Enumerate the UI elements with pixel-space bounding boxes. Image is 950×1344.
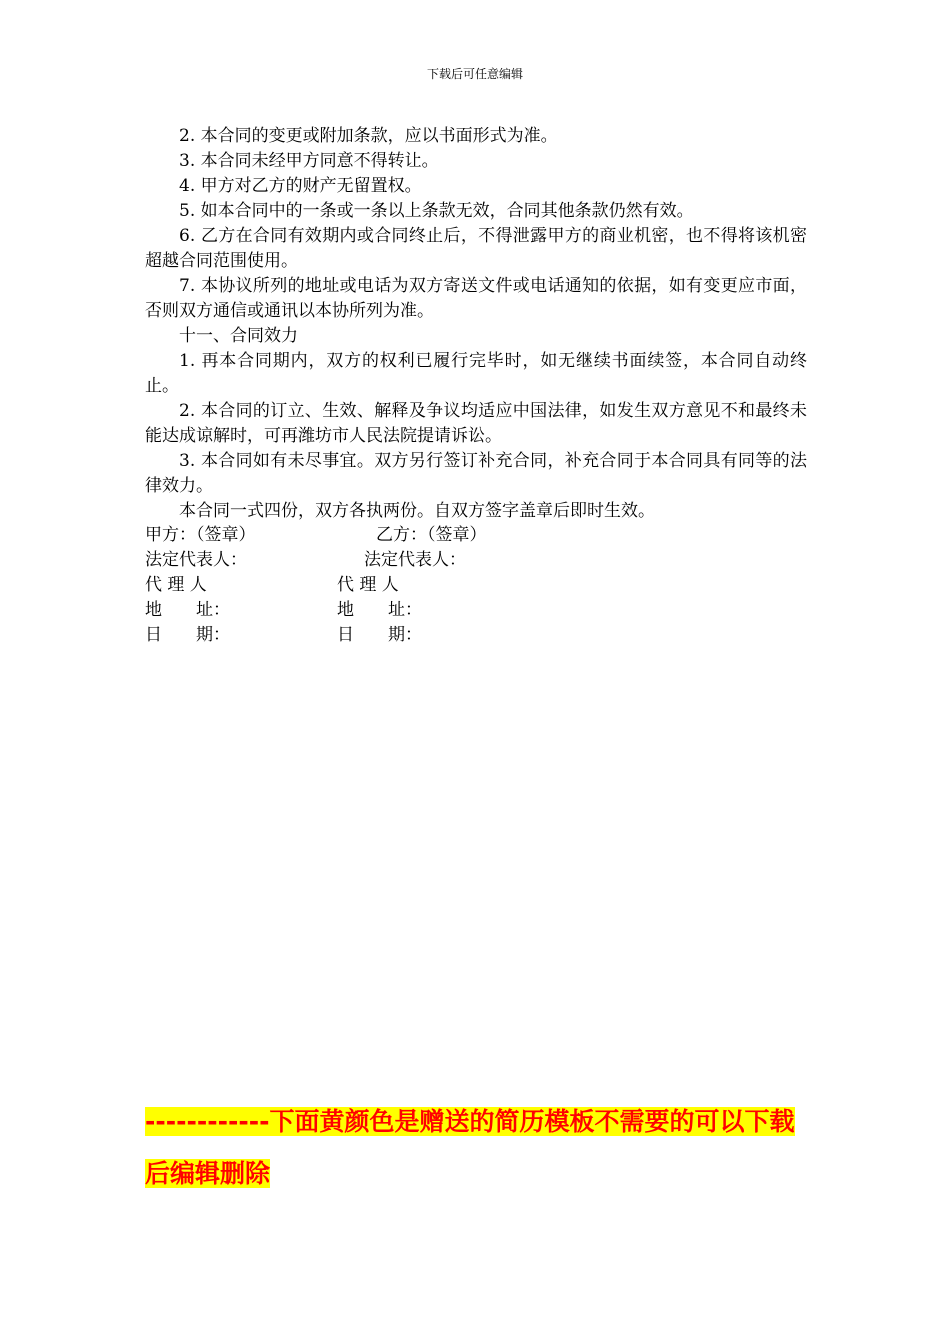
party-b-sign-label: 乙方：（签章） [376,525,487,545]
party-a-signature-block [145,523,256,648]
resume-template-banner [145,1096,807,1200]
banner-highlight-text: ------------下面黄颜色是赠送的简历模板不需要的可以下载后编辑删除 [145,1107,795,1188]
party-b-agent-label: 代 理 人 [337,575,399,595]
section-heading: 十一、合同效力 [179,326,298,346]
party-a-rep-label: 法定代表人： [145,550,247,570]
clause-paragraph: 4. 甲方对乙方的财产无留置权。 [179,176,422,196]
clause-paragraph: 2. 本合同的订立、生效、解释及争议均适应中国法律，如发生双方意见不和最终未能达成谅解时，可再潍坊市人民法院提请诉讼。 [145,401,807,446]
clause-paragraph: 3. 本合同如有未尽事宜。双方另行签订补充合同，补充合同于本合同具有同等的法律效力。 [145,451,807,496]
clause-paragraph: 5. 如本合同中的一条或一条以上条款无效，合同其他条款仍然有效。 [179,201,694,221]
party-b-date-label: 日 期： [337,625,422,645]
party-a-sign-label: 甲方：（签章） [145,525,256,545]
closing-paragraph: 本合同一式四份，双方各执两份。自双方签字盖章后即时生效。 [179,501,655,521]
clause-paragraph: 7. 本协议所列的地址或电话为双方寄送文件或电话通知的依据，如有变更应市面，否则双方通信或通讯以本协所列为准。 [145,276,807,321]
page-header-note: 下载后可任意编辑 [426,67,523,81]
clause-paragraph: 3. 本合同未经甲方同意不得转让。 [179,151,439,171]
clause-paragraph: 1. 再本合同期内，双方的权利已履行完毕时，如无继续书面续签，本合同自动终止。 [145,351,807,396]
clause-paragraph: 2. 本合同的变更或附加条款，应以书面形式为准。 [179,126,558,146]
party-a-address-label: 地 址： [145,600,230,620]
party-b-rep-label: 法定代表人： [364,550,466,570]
party-a-agent-label: 代 理 人 [145,575,207,595]
party-b-address-label: 地 址： [337,600,422,620]
party-a-date-label: 日 期： [145,625,230,645]
clause-paragraph: 6. 乙方在合同有效期内或合同终止后，不得泄露甲方的商业机密，也不得将该机密超越合同范围使用。 [145,226,807,271]
contract-body [145,124,807,524]
